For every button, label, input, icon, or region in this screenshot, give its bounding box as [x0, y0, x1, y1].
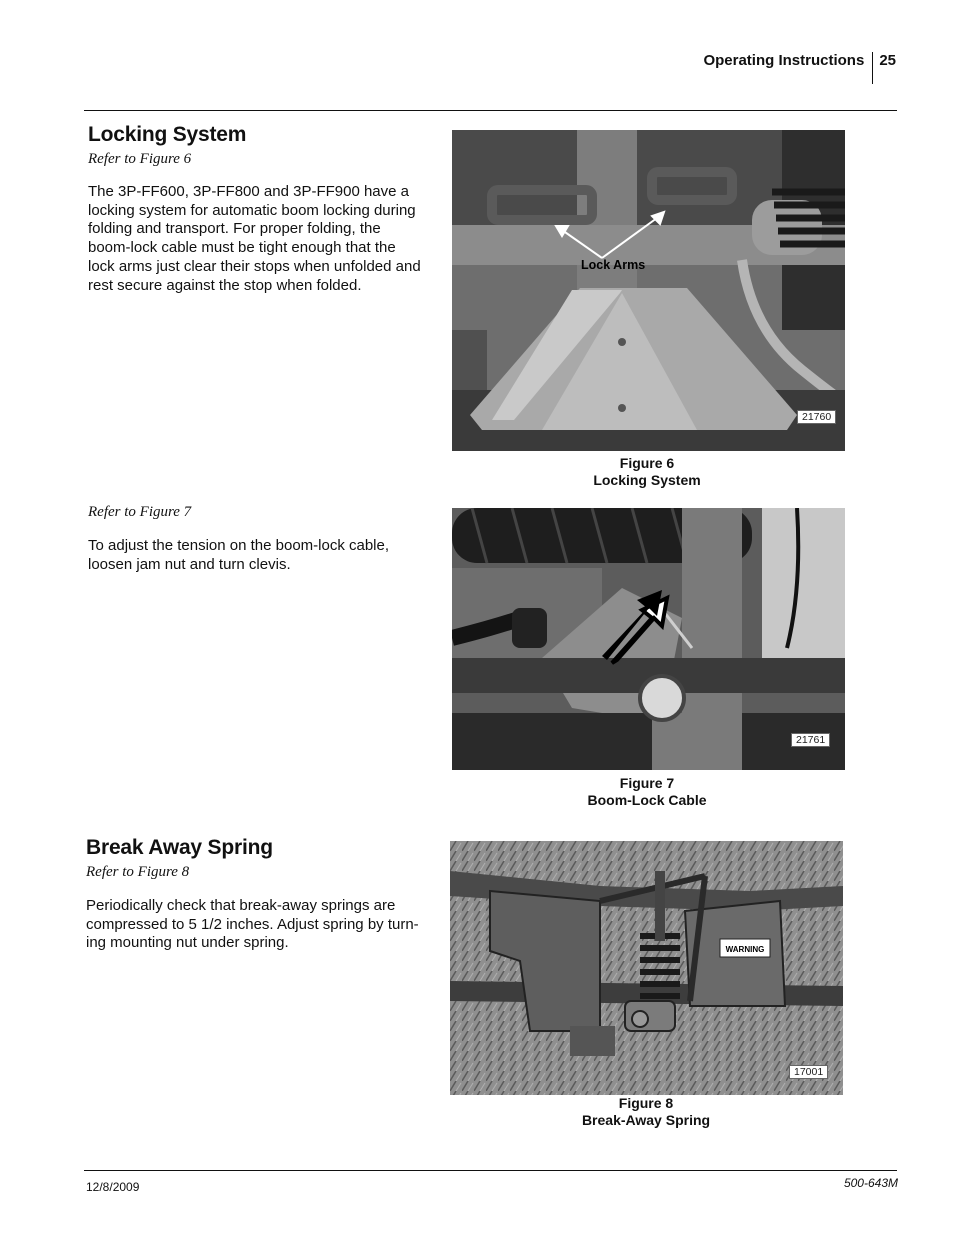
- paragraph-line: compressed to 5 1/2 inches. Adjust spring by turn-: [86, 915, 419, 933]
- figure-7-title: Boom-Lock Cable: [587, 792, 707, 808]
- figure-6-photo: [452, 130, 845, 451]
- figure-8-caption: [450, 1095, 842, 1129]
- break-away-spring-paragraph: [86, 897, 431, 953]
- figure-8-photo: [450, 841, 843, 1095]
- paragraph-line: Periodically check that break-away springs are: [86, 897, 396, 914]
- page-header: [703, 52, 896, 84]
- paragraph-line: folding and transport. For proper folding, the: [88, 220, 381, 238]
- header-section-title: Operating Instructions: [703, 52, 873, 84]
- figure-6-number: Figure 6: [619, 455, 675, 471]
- figure-6-caption: [451, 455, 843, 489]
- locking-system-heading: Locking System: [88, 123, 247, 146]
- figure-8-photo-id: 17001: [789, 1065, 828, 1079]
- break-away-spring-photo-drawing: [450, 841, 843, 1095]
- lock-arms-callout: Lock Arms: [581, 258, 646, 272]
- break-away-spring-heading: Break Away Spring: [86, 836, 273, 859]
- paragraph-line: The 3P-FF600, 3P-FF800 and 3P-FF900 have a: [88, 183, 409, 200]
- footer-date: 12/8/2009: [86, 1180, 140, 1194]
- warning-decal-text: WARNING: [725, 945, 765, 954]
- header-rule: [84, 110, 897, 111]
- header-page-number: 25: [879, 52, 896, 69]
- figure-7-number: Figure 7: [619, 775, 675, 791]
- paragraph-line: locking system for automatic boom locking during: [88, 201, 416, 219]
- figure-7-photo-id: 21761: [791, 733, 830, 747]
- paragraph-line: rest secure against the stop when folded.: [88, 276, 362, 294]
- paragraph-line: loosen jam nut and turn clevis.: [88, 555, 291, 573]
- figure-6-photo-id: 21760: [797, 410, 836, 424]
- locking-system-photo-drawing: [452, 130, 845, 451]
- boom-lock-cable-photo-drawing: [452, 508, 845, 770]
- figure-7-caption: [451, 775, 843, 809]
- figure-6-title: Locking System: [593, 472, 701, 488]
- locking-system-paragraph: [88, 183, 433, 295]
- locking-system-ref: Refer to Figure 6: [88, 151, 192, 167]
- paragraph-line: lock arms just clear their stops when unfolded and: [88, 257, 421, 275]
- footer-rule: [84, 1170, 897, 1171]
- figure-8-title: Break-Away Spring: [581, 1112, 711, 1128]
- paragraph-line: To adjust the tension on the boom-lock cable,: [88, 537, 390, 554]
- boom-lock-cable-ref: Refer to Figure 7: [88, 504, 192, 520]
- paragraph-line: ing mounting nut under spring.: [86, 934, 289, 952]
- boom-lock-cable-paragraph: [88, 537, 433, 574]
- break-away-spring-ref: Refer to Figure 8: [86, 864, 190, 880]
- figure-8-number: Figure 8: [618, 1095, 674, 1111]
- paragraph-line: boom-lock cable must be tight enough that the: [88, 239, 396, 257]
- figure-7-photo: [452, 508, 845, 770]
- footer-document-number: 500-643M: [843, 1176, 898, 1190]
